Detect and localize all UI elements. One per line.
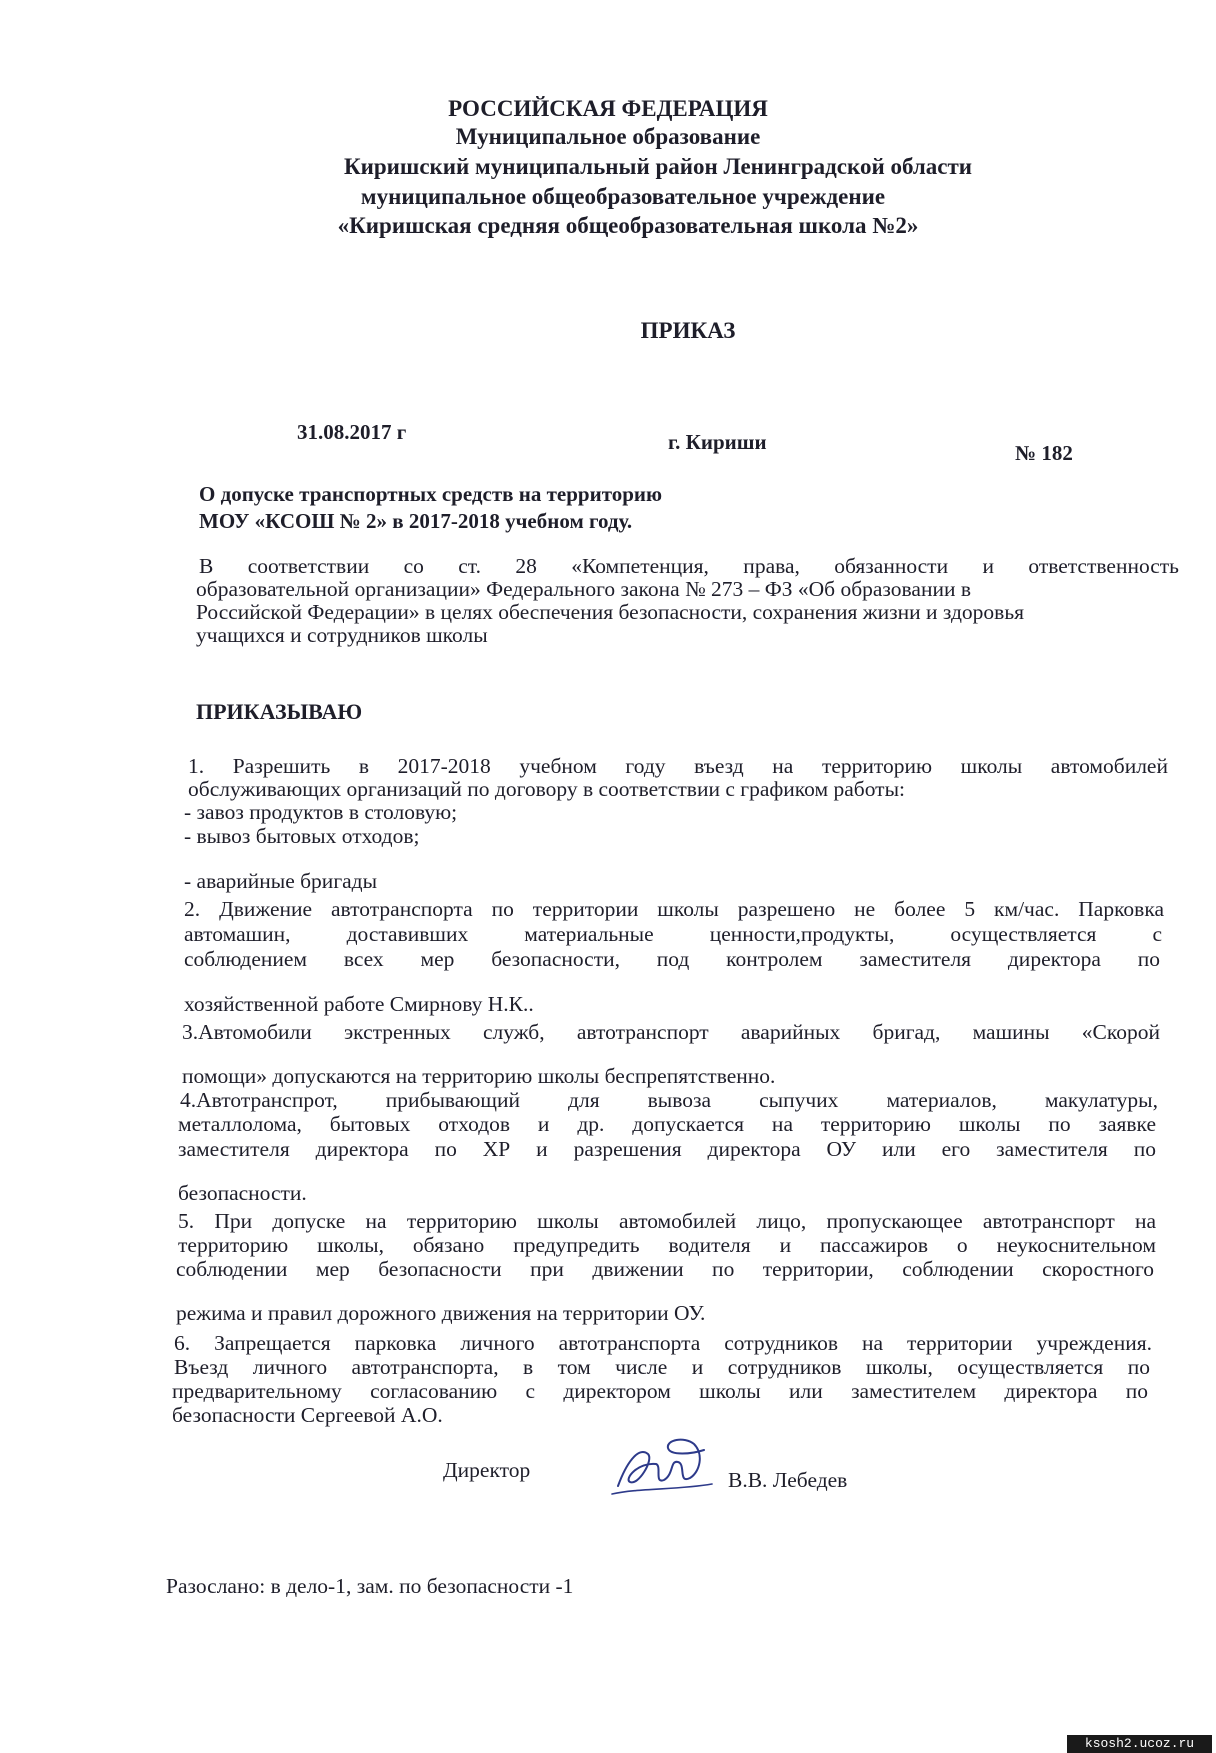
header-country: РОССИЙСКАЯ ФЕДЕРАЦИЯ [448, 96, 768, 121]
doc-city: г. Кириши [668, 430, 767, 454]
doc-date: 31.08.2017 г [297, 420, 407, 444]
item-line: безопасности. [178, 1181, 307, 1205]
item-line: территорию школы, обязано предупредить водителя и пассажиров о неукоснительном [178, 1233, 1156, 1257]
item-line: - завоз продуктов в столовую; [184, 800, 458, 824]
item-line: соблюдении мер безопасности при движении по территории, соблюдении скоростного [176, 1257, 1154, 1281]
doc-type-title: ПРИКАЗ [640, 318, 736, 343]
item-line: - вывоз бытовых отходов; [184, 824, 420, 848]
item-line: Въезд личного автотранспорта, в том числе и сотрудников школы, осуществляется по [174, 1355, 1150, 1379]
site-watermark: ksosh2.ucoz.ru [1067, 1735, 1212, 1753]
item-line: 6. Запрещается парковка личного автотранспорта сотрудников на территории учреждения. [174, 1331, 1152, 1355]
item-line: обслуживающих организаций по договору в соответствии с графиком работы: [188, 777, 905, 801]
order-word: ПРИКАЗЫВАЮ [196, 699, 363, 724]
item-line: 1. Разрешить в 2017-2018 учебном году въезд на территорию школы автомобилей [188, 754, 1168, 778]
item-line: заместителя директора по ХР и разрешения директора ОУ или его заместителя по [178, 1137, 1156, 1161]
item-line: соблюдением всех мер безопасности, под контролем заместителя директора по [184, 947, 1160, 971]
item-line: безопасности Сергеевой А.О. [172, 1403, 443, 1427]
signature-name: В.В. Лебедев [728, 1468, 848, 1492]
header-institution-type: муниципальное общеобразовательное учреждение [360, 184, 886, 209]
item-line: металлолома, бытовых отходов и др. допускается на территорию школы по заявке [178, 1112, 1156, 1136]
subject-line-1: О допуске транспортных средств на территорию [199, 482, 663, 506]
header-municipality: Муниципальное образование [455, 124, 761, 149]
subject-line-2: МОУ «КСОШ № 2» в 2017-2018 учебном году. [199, 509, 633, 533]
item-line: помощи» допускаются на территорию школы беспрепятственно. [182, 1064, 776, 1088]
doc-number: № 182 [1015, 441, 1073, 465]
header-school-name: «Киришская средняя общеобразовательная школа №2» [337, 213, 919, 238]
item-line: 3.Автомобили экстренных служб, автотранспорт аварийных бригад, машины «Скорой [182, 1020, 1160, 1044]
preamble-line: Российской Федерации» в целях обеспечения безопасности, сохранения жизни и здоровья [196, 600, 1025, 624]
item-line: - аварийные бригады [184, 869, 378, 893]
handwritten-signature [608, 1424, 718, 1504]
preamble-line: образовательной организации» Федерального закона № 273 – ФЗ «Об образовании в [196, 577, 971, 601]
item-line: хозяйственной работе Смирнову Н.К.. [184, 992, 534, 1016]
item-line: предварительному согласованию с директором школы или заместителем директора по [172, 1379, 1148, 1403]
item-line: 4.Автотранспрот, прибывающий для вывоза сыпучих материалов, макулатуры, [180, 1088, 1158, 1112]
distribution-note: Разослано: в дело-1, зам. по безопасности -1 [166, 1574, 574, 1598]
item-line: автомашин, доставивших материальные ценности,продукты, осуществляется с [184, 922, 1162, 946]
header-district: Киришский муниципальный район Ленинградской области [343, 154, 973, 179]
preamble-line: В соответствии со ст. 28 «Компетенция, права, обязанности и ответственность [199, 554, 1179, 578]
signature-title: Директор [443, 1458, 531, 1482]
item-line: 2. Движение автотранспорта по территории школы разрешено не более 5 км/час. Парковка [184, 897, 1164, 921]
preamble-line: учащихся и сотрудников школы [196, 623, 488, 647]
item-line: 5. При допуске на территорию школы автомобилей лицо, пропускающее автотранспорт на [178, 1209, 1156, 1233]
item-line: режима и правил дорожного движения на территории ОУ. [176, 1301, 706, 1325]
